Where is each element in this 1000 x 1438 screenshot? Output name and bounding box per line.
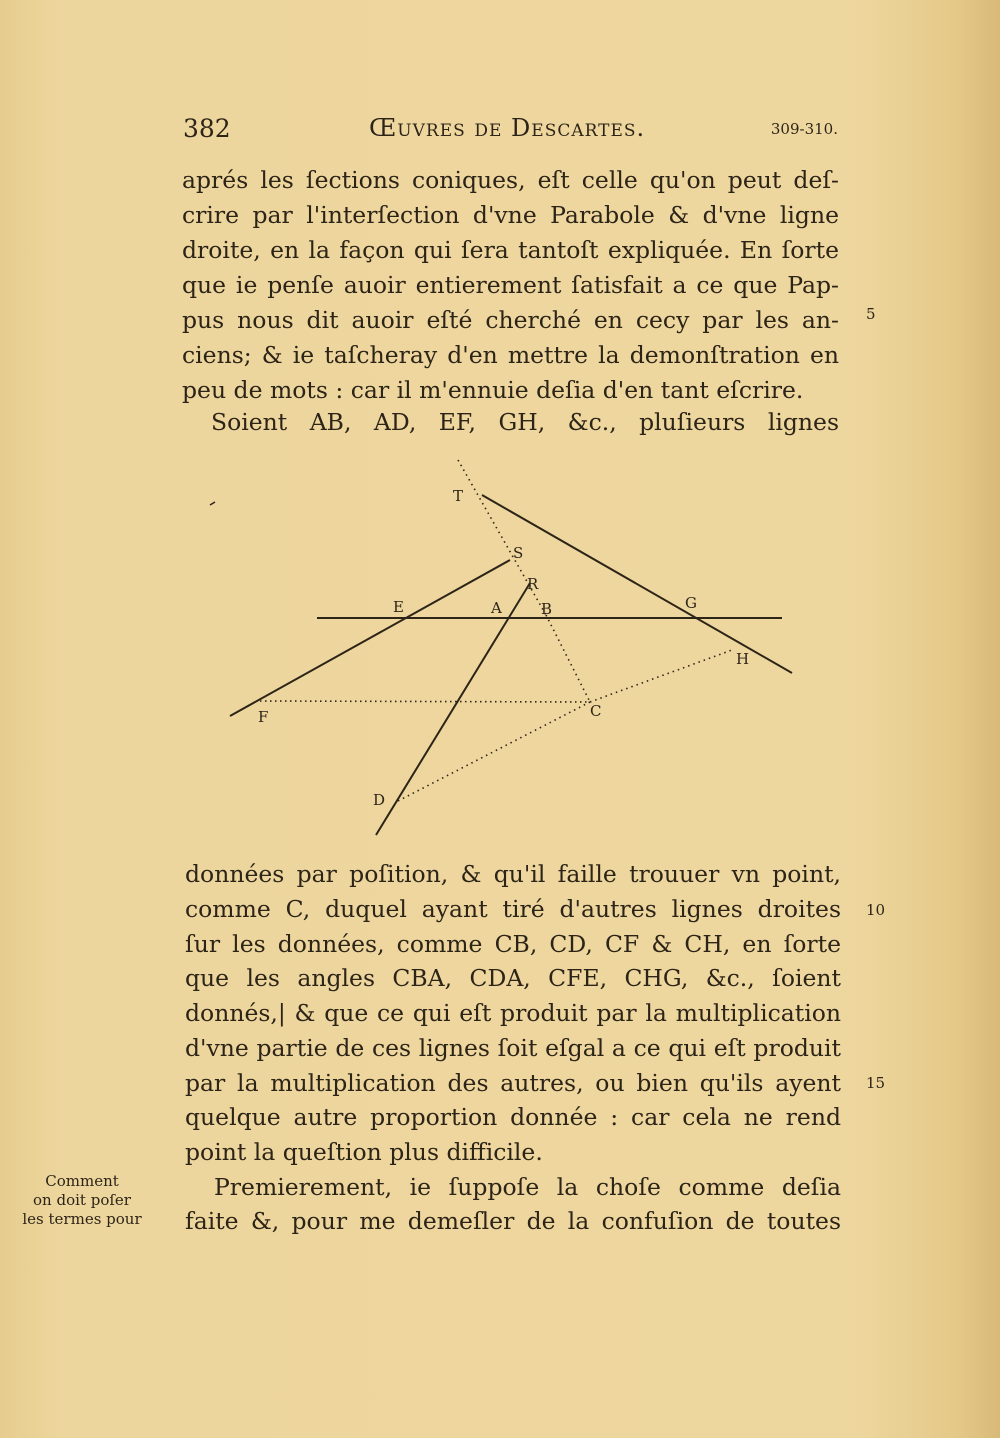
page-number: 382 [183,114,231,143]
margin-note-line: Comment [45,1172,119,1190]
text-line: Soient AB, AD, EF, GH, &c., pluſieurs lignes [211,408,839,436]
page-range: 309-310. [770,120,838,138]
text-line: que les angles CBA, CDA, CFE, CHG, &c., ſoient [185,964,841,992]
text-line: peu de mots : car il m'ennuie deſia d'en tant eſcrire. [182,376,804,404]
text-line: comme C, duquel ayant tiré d'autres lignes droites [185,895,841,923]
margin-note [16,1172,148,1229]
line-number: 5 [866,305,876,323]
text-line: par la multiplication des autres, ou bien qu'ils ayent [185,1069,841,1097]
label-t: T [453,487,464,505]
label-h: H [736,650,750,668]
margin-note-line: on doit poſer [33,1191,131,1209]
text-line: d'vne partie de ces lignes ſoit eſgal a ce qui eſt produit [185,1034,841,1062]
label-b: B [541,600,553,618]
line-number: 15 [866,1074,886,1092]
text-line: aprés les ſections coniques, eſt celle qu'on peut deſ- [182,166,839,194]
text-line: ſur les données, comme CB, CD, CF & CH, en ſorte [185,930,841,958]
dotted-line-cf [260,701,590,702]
running-header [183,114,838,150]
text-line: pus nous dit auoir eſté cherché en cecy par les an- [182,306,839,334]
running-title: Œuvres de Descartes. [369,114,646,142]
stray-mark [210,502,215,505]
text-line: faite &, pour me demeſler de la confuſion de toutes [185,1207,841,1235]
text-line: point la queſtion plus difficile. [185,1138,543,1166]
geometric-figure [200,450,820,850]
dotted-line-cd [396,702,590,802]
text-line: donnés,| & que ce qui eſt produit par la multiplication [185,999,841,1027]
label-a: A [491,599,502,617]
label-r: R [527,575,539,593]
text-line: Premierement, ie ſuppoſe la choſe comme deſia [214,1173,841,1201]
text-line: ciens; & ie taſcheray d'en mettre la demonſtration en [182,341,839,369]
dotted-line-cb [546,615,590,702]
margin-note-line: les termes pour [22,1210,142,1228]
label-f: F [258,708,269,726]
label-c: C [590,702,602,720]
text-line: crire par l'interſection d'vne Parabole & d'vne ligne [182,201,839,229]
label-g: G [685,594,697,612]
text-line: données par poſition, & qu'il faille trouuer vn point, [185,860,841,888]
text-line: quelque autre proportion donnée : car cela ne rend [185,1103,841,1131]
label-e: E [393,598,404,616]
text-line: droite, en la façon qui ſera tantoſt expliquée. En ſorte [182,236,839,264]
label-d: D [373,791,386,809]
line-ef [230,560,510,716]
text-line: que ie penſe auoir entierement ſatisfait a ce que Pap- [182,271,839,299]
line-number: 10 [866,901,886,919]
dotted-line-ch [590,650,732,702]
label-s: S [513,544,524,562]
